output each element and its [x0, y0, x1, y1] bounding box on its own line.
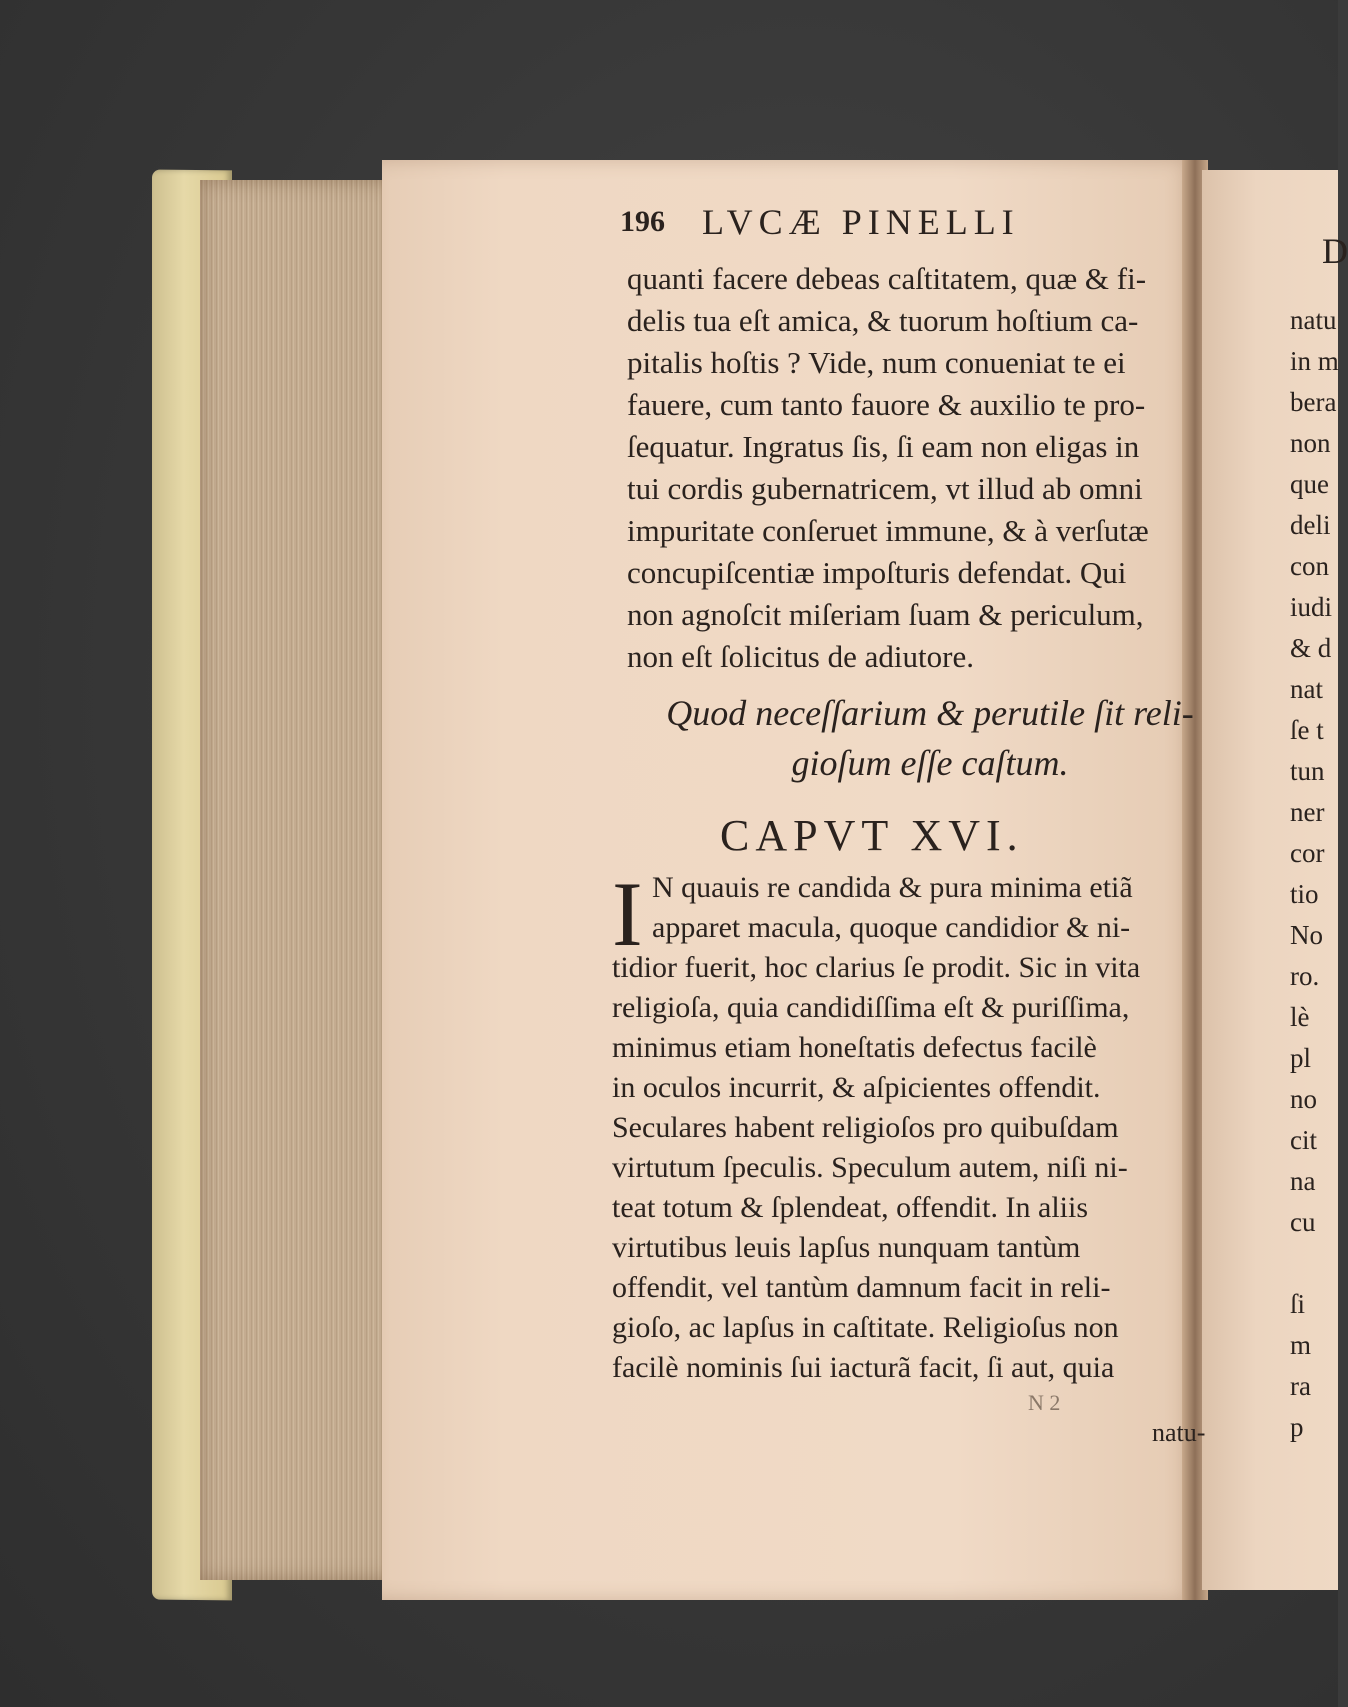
text-line: fauere, cum tanto fauore & auxilio te pro-	[627, 387, 1146, 422]
text-line: teat totum & ſplendeat, offendit. In aliis	[612, 1191, 1089, 1224]
chapter-text	[612, 863, 1232, 1388]
text-line: tui cordis gubernatricem, vt illud ab omni	[627, 471, 1143, 506]
chapter-heading-line: gioſum eſſe caſtum.	[791, 743, 1069, 783]
text-line: ra	[1290, 1371, 1311, 1401]
text-line: offendit, vel tantùm damnum facit in reli-	[612, 1271, 1111, 1304]
text-line: apparet macula, quoque candidior & ni-	[652, 911, 1131, 944]
text-line: pitalis hoſtis ? Vide, num conueniat te ei	[627, 345, 1126, 380]
page-edges	[200, 180, 400, 1580]
text-line: que	[1290, 469, 1329, 499]
running-head	[620, 202, 1140, 265]
chapter-heading	[620, 688, 1240, 788]
chapter-number: CAPVT XVI.	[720, 811, 1024, 860]
text-line: cor	[1290, 838, 1325, 868]
text-line: No	[1290, 920, 1323, 950]
signature-mark: N 2	[1028, 1390, 1061, 1415]
text-line: p	[1290, 1412, 1304, 1442]
text-line: pl	[1290, 1043, 1312, 1073]
text-line: impuritate conſeruet immune, & à verſutæ	[627, 513, 1149, 548]
right-page-text	[1290, 300, 1338, 1448]
text-line: virtutum ſpeculis. Speculum autem, niſi ni-	[612, 1151, 1128, 1184]
text-line: no	[1290, 1084, 1317, 1114]
text-line: religioſa, quia candidiſſima eſt & puriſſima,	[612, 991, 1130, 1024]
text-line: in m	[1290, 346, 1339, 376]
text-line: facilè nominis ſui iacturã facit, ſi aut, quia	[612, 1351, 1115, 1384]
text-line: m	[1290, 1330, 1312, 1360]
text-line: non eſt ſolicitus de adiutore.	[627, 639, 974, 674]
chapter-heading-line: Quod neceſſarium & perutile ſit reli-	[666, 693, 1194, 733]
text-line: concupiſcentiæ impoſturis defendat. Qui	[627, 555, 1127, 590]
text-line: minimus etiam honeſtatis defectus facilè	[612, 1031, 1097, 1064]
text-line: iudi	[1290, 592, 1333, 622]
running-head-title: LVCÆ PINELLI	[702, 202, 1020, 242]
text-line: natu	[1290, 305, 1337, 335]
text-line: tidior fuerit, hoc clarius ſe prodit. Sic in vita	[612, 951, 1141, 984]
text-line: ner	[1290, 797, 1325, 827]
text-line: ſequatur. Ingratus ſis, ſi eam non eligas in	[627, 429, 1140, 464]
text-line: non agnoſcit miſeriam ſuam & periculum,	[627, 597, 1144, 632]
preceding-text	[627, 258, 1227, 678]
text-line: cit	[1290, 1125, 1317, 1155]
text-line: ro.	[1290, 961, 1320, 991]
text-line: cu	[1290, 1207, 1316, 1237]
right-page-head: D	[1322, 231, 1348, 271]
text-line: Seculares habent religioſos pro quibuſdam	[612, 1111, 1119, 1144]
drop-cap: I	[612, 863, 643, 965]
text-line: na	[1290, 1166, 1316, 1196]
text-line: gioſo, ac lapſus in caſtitate. Religioſus non	[612, 1311, 1119, 1344]
text-line: N quauis re candida & pura minima etiã	[652, 871, 1133, 904]
text-line: ſe t	[1290, 715, 1324, 745]
text-line: con	[1290, 551, 1329, 581]
page-number: 196	[620, 205, 665, 238]
text-line: in oculos incurrit, & aſpicientes offendit.	[612, 1071, 1101, 1104]
text-line: delis tua eſt amica, & tuorum hoſtium ca-	[627, 303, 1139, 338]
text-line: quanti facere debeas caſtitatem, quæ & fi-	[627, 261, 1147, 296]
catchword: natu-	[1152, 1418, 1206, 1447]
text-line: bera	[1290, 387, 1337, 417]
text-line: deli	[1290, 510, 1331, 540]
text-line: lè	[1290, 1002, 1310, 1032]
text-line: nat	[1290, 674, 1323, 704]
text-line: tun	[1290, 756, 1325, 786]
text-line: non	[1290, 428, 1331, 458]
text-line: & d	[1290, 633, 1332, 663]
text-line: ſi	[1290, 1289, 1306, 1319]
text-line: virtutibus leuis lapſus nunquam tantùm	[612, 1231, 1081, 1264]
text-line: tio	[1290, 879, 1319, 909]
text-line	[1290, 1243, 1338, 1284]
